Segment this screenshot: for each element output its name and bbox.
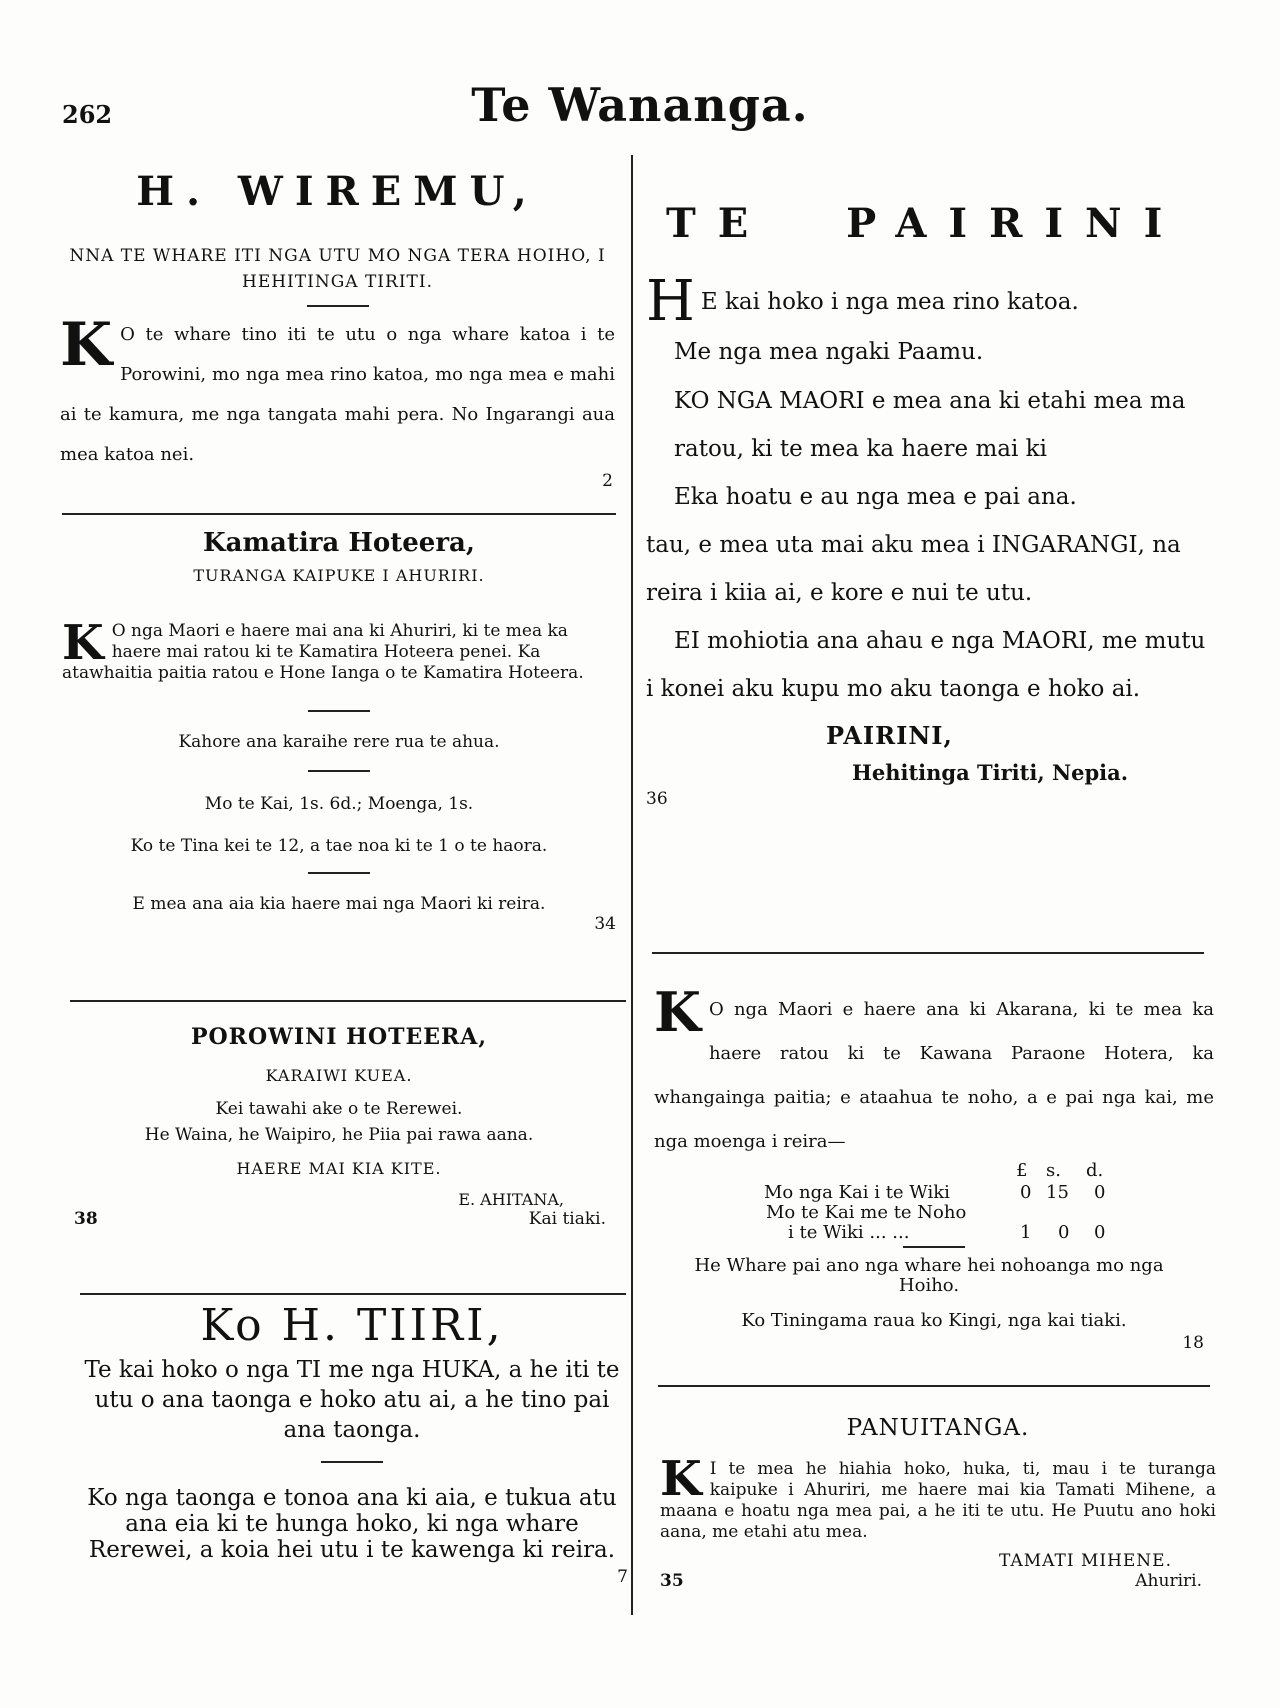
ad-number: 2 — [602, 471, 613, 491]
ad-tiiri-body1: Te kai hoko o nga TI me nga HUKA, a he iti te utu o ana taonga e hoko atu ai, a he tino pai ana taonga. — [84, 1357, 620, 1443]
ad-wiremu — [60, 168, 615, 491]
divider — [308, 710, 370, 712]
ad-akarana-text: O nga Maori e haere ana ki Akarana, ki te mea ka haere ratou ki te Kawana Paraone Hotera, ka whangainga paitia; e ataahua te noho, a e pai nga kai, me nga moenga i reira— — [654, 999, 1214, 1152]
ad-kamatira-subtitle: TURANGA KAIPUKE I AHURIRI. — [193, 566, 485, 585]
ad-porowini-signature: E. AHITANA, — [458, 1190, 564, 1209]
ad-kamatira-body — [62, 615, 616, 684]
divider — [308, 770, 370, 772]
ad-pairini — [646, 200, 1206, 809]
price-label: i te Wiki ... ... — [788, 1222, 910, 1243]
ad-pairini-line5: tau, e mea uta mai aku mea i INGARANGI, na reira i kiia ai, e kore e nui te utu. — [646, 532, 1181, 606]
ad-porowini-role: Kai tiaki. — [528, 1209, 606, 1229]
ad-kamatira-line4: E mea ana aia kia haere mai nga Maori ki reira. — [132, 894, 546, 914]
price-head-pence: d. — [1086, 1160, 1104, 1181]
ad-pairini-line4: Eka hoatu e au nga mea e pai ana. — [674, 484, 1077, 510]
price-label: Mo nga Kai i te Wiki — [764, 1182, 950, 1203]
ad-wiremu-subtitle: NNA TE WHARE ITI NGA UTU MO NGA TERA HOIHO, I HEHITINGA TIRITI. — [69, 246, 606, 292]
ad-porowini-line2: He Waina, he Waipiro, he Piia pai rawa aana. — [144, 1125, 534, 1145]
price-pounds: 0 — [1020, 1182, 1032, 1203]
ad-panuitanga-footer — [660, 1571, 1216, 1595]
ad-porowini — [62, 1024, 616, 1231]
ad-panuitanga — [660, 1415, 1216, 1595]
ad-number: 35 — [660, 1571, 684, 1591]
ad-kamatira-line2: Mo te Kai, 1s. 6d.; Moenga, 1s. — [204, 794, 474, 814]
ad-kamatira-text: O nga Maori e haere mai ana ki Ahuriri, ki te mea ka haere mai ratou ki te Kamatira Hoteera penei. Ka atawhaitia paitia ratou e Hone Ianga o te Kamatira Hoteera. — [62, 621, 584, 683]
section-rule — [658, 1385, 1210, 1387]
ad-pairini-line1-wrap — [646, 269, 1206, 334]
ad-kamatira-title: Kamatira Hoteera, — [203, 528, 475, 558]
divider — [903, 1246, 965, 1248]
section-rule — [70, 1000, 626, 1002]
divider — [308, 872, 370, 874]
divider — [321, 1461, 383, 1463]
ad-porowini-title: POROWINI HOTEERA, — [190, 1024, 488, 1050]
ad-panuitanga-place: Ahuriri. — [1135, 1571, 1202, 1591]
ad-panuitanga-body — [660, 1451, 1216, 1543]
ad-number: 7 — [617, 1567, 628, 1587]
ad-pairini-line2: Me nga mea ngaki Paamu. — [674, 339, 984, 365]
price-head-pounds: £ — [1016, 1160, 1028, 1181]
drop-cap: K — [62, 615, 104, 671]
price-head-shillings: s. — [1046, 1160, 1061, 1181]
ad-pairini-address: Hehitinga Tiriti, Nepia. — [852, 760, 1129, 785]
ad-tiiri-body2: Ko nga taonga e tonoa ana ki aia, e tukua atu ana eia ki te hunga hoko, ki nga whare Rerewei, a koia hei utu i te kawenga ki reira. — [87, 1485, 617, 1563]
ad-wiremu-title: H. WIREMU, — [136, 168, 539, 215]
ad-pairini-line3: KO NGA MAORI e mea ana ki etahi mea ma ratou, ki te mea ka haere mai ki — [674, 388, 1186, 462]
ad-porowini-subtitle: KARAIWI KUEA. — [265, 1066, 413, 1085]
drop-cap: K — [60, 310, 113, 380]
price-pounds: 1 — [1020, 1222, 1032, 1243]
ad-tiiri — [70, 1300, 634, 1587]
ad-akarana — [654, 980, 1214, 1353]
ad-porowini-line1: Kei tawahi ake o te Rerewei. — [215, 1099, 463, 1119]
drop-cap: K — [654, 980, 701, 1044]
divider — [307, 305, 369, 307]
masthead-title: Te Wananga. — [471, 78, 809, 132]
ad-akarana-line2: Ko Tiningama raua ko Kingi, nga kai tiaki. — [741, 1310, 1127, 1331]
section-rule — [62, 513, 616, 515]
ad-number: 36 — [646, 789, 668, 809]
ad-kamatira-line1: Kahore ana karaihe rere rua te ahua. — [178, 732, 500, 752]
section-rule — [652, 952, 1204, 954]
ad-wiremu-body — [60, 310, 615, 475]
ad-porowini-footer — [62, 1209, 616, 1231]
price-shillings: 15 — [1046, 1182, 1069, 1203]
price-label: Mo te Kai me te Noho — [766, 1202, 967, 1223]
ad-panuitanga-text: I te mea he hiahia hoko, huka, ti, mau i te turanga kaipuke i Ahuriri, me haere mai kia Tamati Mihene, a maana e hoatu nga mea pai, a he iti te utu. He Puutu ano hoki aana, me etahi atu mea. — [660, 1459, 1216, 1542]
drop-cap: K — [660, 1451, 702, 1507]
ad-kamatira — [62, 528, 616, 934]
ad-wiremu-text: O te whare tino iti te utu o nga whare katoa i te Porowini, mo nga mea rino katoa, mo nga mea e mahi ai te kamura, me nga tangata mahi pera. No Ingarangi aua mea katoa nei. — [60, 324, 615, 465]
price-pence: 0 — [1094, 1222, 1106, 1243]
ad-number: 34 — [594, 914, 616, 934]
ad-pairini-line1: E kai hoko i nga mea rino katoa. — [700, 289, 1079, 315]
ad-number: 38 — [74, 1209, 98, 1229]
price-pence: 0 — [1094, 1182, 1106, 1203]
ad-number: 18 — [1182, 1333, 1204, 1353]
ad-pairini-signature: PAIRINI, — [826, 721, 953, 750]
ad-pairini-line6: EI mohiotia ana ahau e nga MAORI, me mutu i konei aku kupu mo aku taonga e hoko ai. — [646, 628, 1206, 702]
price-table — [654, 1160, 1214, 1242]
price-shillings: 0 — [1058, 1222, 1070, 1243]
ad-pairini-title: TE PAIRINI — [666, 200, 1185, 247]
ad-porowini-line3: HAERE MAI KIA KITE. — [236, 1159, 442, 1178]
ad-tiiri-title: Ko H. TIIRI, — [200, 1300, 504, 1351]
drop-cap: H — [646, 269, 695, 334]
ad-akarana-line1: He Whare pai ano nga whare hei nohoanga mo nga Hoiho. — [694, 1255, 1164, 1296]
ad-akarana-body — [654, 980, 1214, 1164]
ad-kamatira-line3: Ko te Tina kei te 12, a tae noa ki te 1 o te haora. — [130, 836, 548, 856]
ad-panuitanga-title: PANUITANGA. — [846, 1415, 1030, 1441]
ad-panuitanga-signature: TAMATI MIHENE. — [999, 1551, 1172, 1571]
page-number: 262 — [62, 100, 113, 129]
section-rule — [80, 1293, 626, 1295]
